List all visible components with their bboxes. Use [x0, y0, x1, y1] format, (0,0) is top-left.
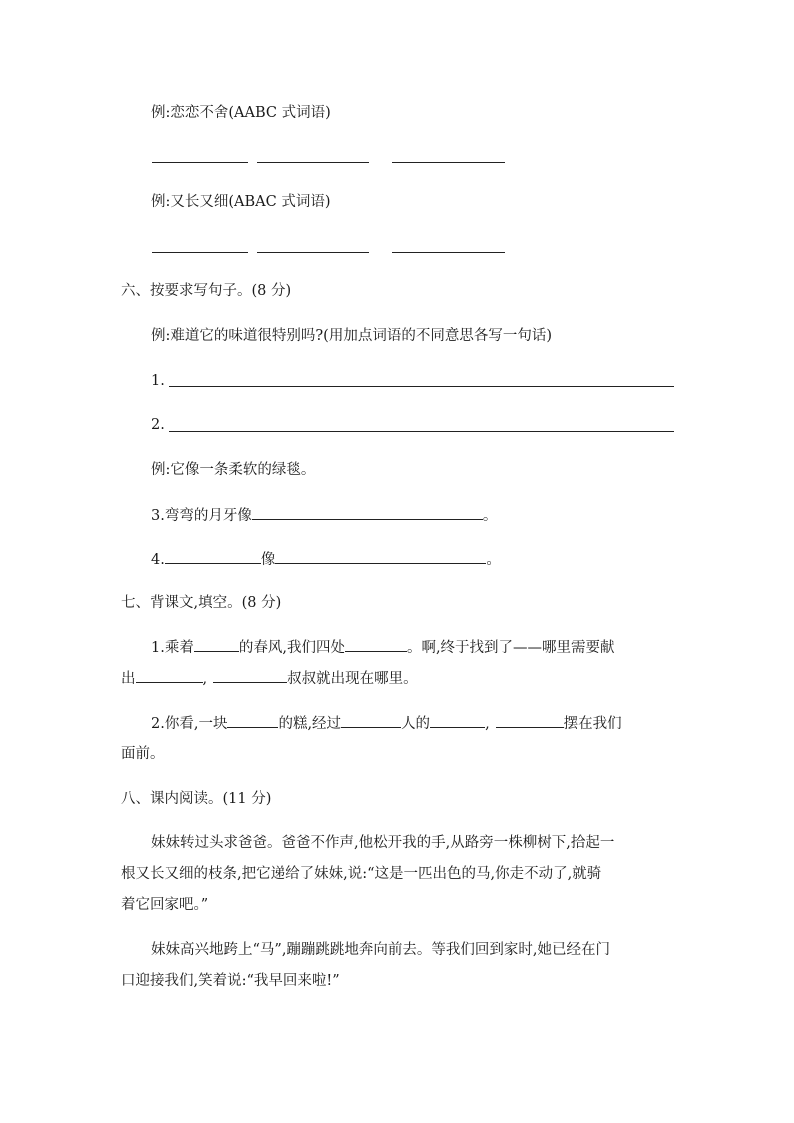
- reading-paragraph-1-line1: 妹妹转过头求爸爸。爸爸不作声,他松开我的手,从路旁一株柳树下,拾起一: [151, 835, 615, 851]
- recite-q2-line2: 面前。: [121, 746, 165, 762]
- recite-text: 叔叔就出现在哪里。: [287, 671, 418, 687]
- recite-text: 2.你看,一块: [151, 716, 228, 732]
- recite-q1-line1: [151, 637, 615, 658]
- recite-text: 的糕,经过: [278, 716, 342, 732]
- question-4-mid: 像: [260, 552, 276, 568]
- answer-line-1[interactable]: [169, 386, 674, 387]
- example-abac: 例:又长又细(ABAC 式词语): [151, 194, 331, 210]
- answer-blank[interactable]: [165, 549, 261, 564]
- reading-paragraph-2-line2: 口迎接我们,笑着说:“我早回来啦!”: [121, 973, 340, 989]
- answer-blank[interactable]: [194, 637, 239, 652]
- question-3-prefix: 3.弯弯的月牙像: [151, 508, 252, 524]
- question-3-end: 。: [482, 508, 498, 524]
- answer-blank[interactable]: [392, 162, 505, 163]
- answer-blank[interactable]: [496, 713, 564, 728]
- example-aabc: 例:恋恋不舍(AABC 式词语): [151, 105, 331, 121]
- item-number-2: 2.: [151, 417, 165, 433]
- reading-paragraph-1-line2: 根又长又细的枝条,把它递给了妹妹,说:“这是一匹出色的马,你走不动了,就骑: [121, 866, 602, 882]
- recite-text: 摆在我们: [563, 716, 622, 732]
- question-4: [151, 549, 501, 570]
- recite-text: ,: [202, 671, 208, 687]
- section-6-heading: 六、按要求写句子。(8 分): [121, 283, 292, 299]
- answer-blank[interactable]: [257, 252, 369, 253]
- recite-text: 1.乘着: [151, 640, 194, 656]
- answer-blank[interactable]: [227, 713, 278, 728]
- reading-paragraph-1-line3: 着它回家吧。”: [121, 897, 209, 913]
- recite-text: 人的: [401, 716, 431, 732]
- question-4-end: 。: [486, 552, 501, 568]
- answer-blank[interactable]: [152, 162, 248, 163]
- answer-blank[interactable]: [341, 713, 401, 728]
- item-number-1: 1.: [151, 373, 165, 389]
- answer-blank[interactable]: [213, 668, 287, 683]
- example-sentence-2: 例:它像一条柔软的绿毯。: [151, 462, 316, 478]
- answer-blank[interactable]: [345, 637, 407, 652]
- recite-q2-line1: [151, 713, 622, 734]
- answer-blank[interactable]: [275, 549, 486, 564]
- recite-text: 的春风,我们四处: [238, 640, 345, 656]
- recite-text: 出: [121, 671, 136, 687]
- recite-q1-line2: [121, 668, 418, 689]
- recite-text: ,: [485, 716, 490, 732]
- answer-blank[interactable]: [252, 505, 483, 520]
- answer-blank[interactable]: [430, 713, 485, 728]
- section-7-heading: 七、背课文,填空。(8 分): [121, 595, 282, 611]
- question-4-prefix: 4.: [151, 552, 165, 568]
- answer-blank[interactable]: [136, 668, 203, 683]
- recite-text: 。啊,终于找到了——哪里需要献: [406, 640, 615, 656]
- section-8-heading: 八、课内阅读。(11 分): [121, 791, 272, 807]
- answer-line-2[interactable]: [169, 431, 674, 432]
- reading-paragraph-2-line1: 妹妹高兴地跨上“马”,蹦蹦跳跳地奔向前去。等我们回到家时,她已经在门: [151, 942, 611, 958]
- answer-blank[interactable]: [152, 252, 248, 253]
- question-3: [151, 505, 497, 526]
- answer-blank[interactable]: [257, 162, 369, 163]
- answer-blank[interactable]: [392, 252, 505, 253]
- example-sentence-1: 例:难道它的味道很特别吗?(用加点词语的不同意思各写一句话): [151, 328, 552, 344]
